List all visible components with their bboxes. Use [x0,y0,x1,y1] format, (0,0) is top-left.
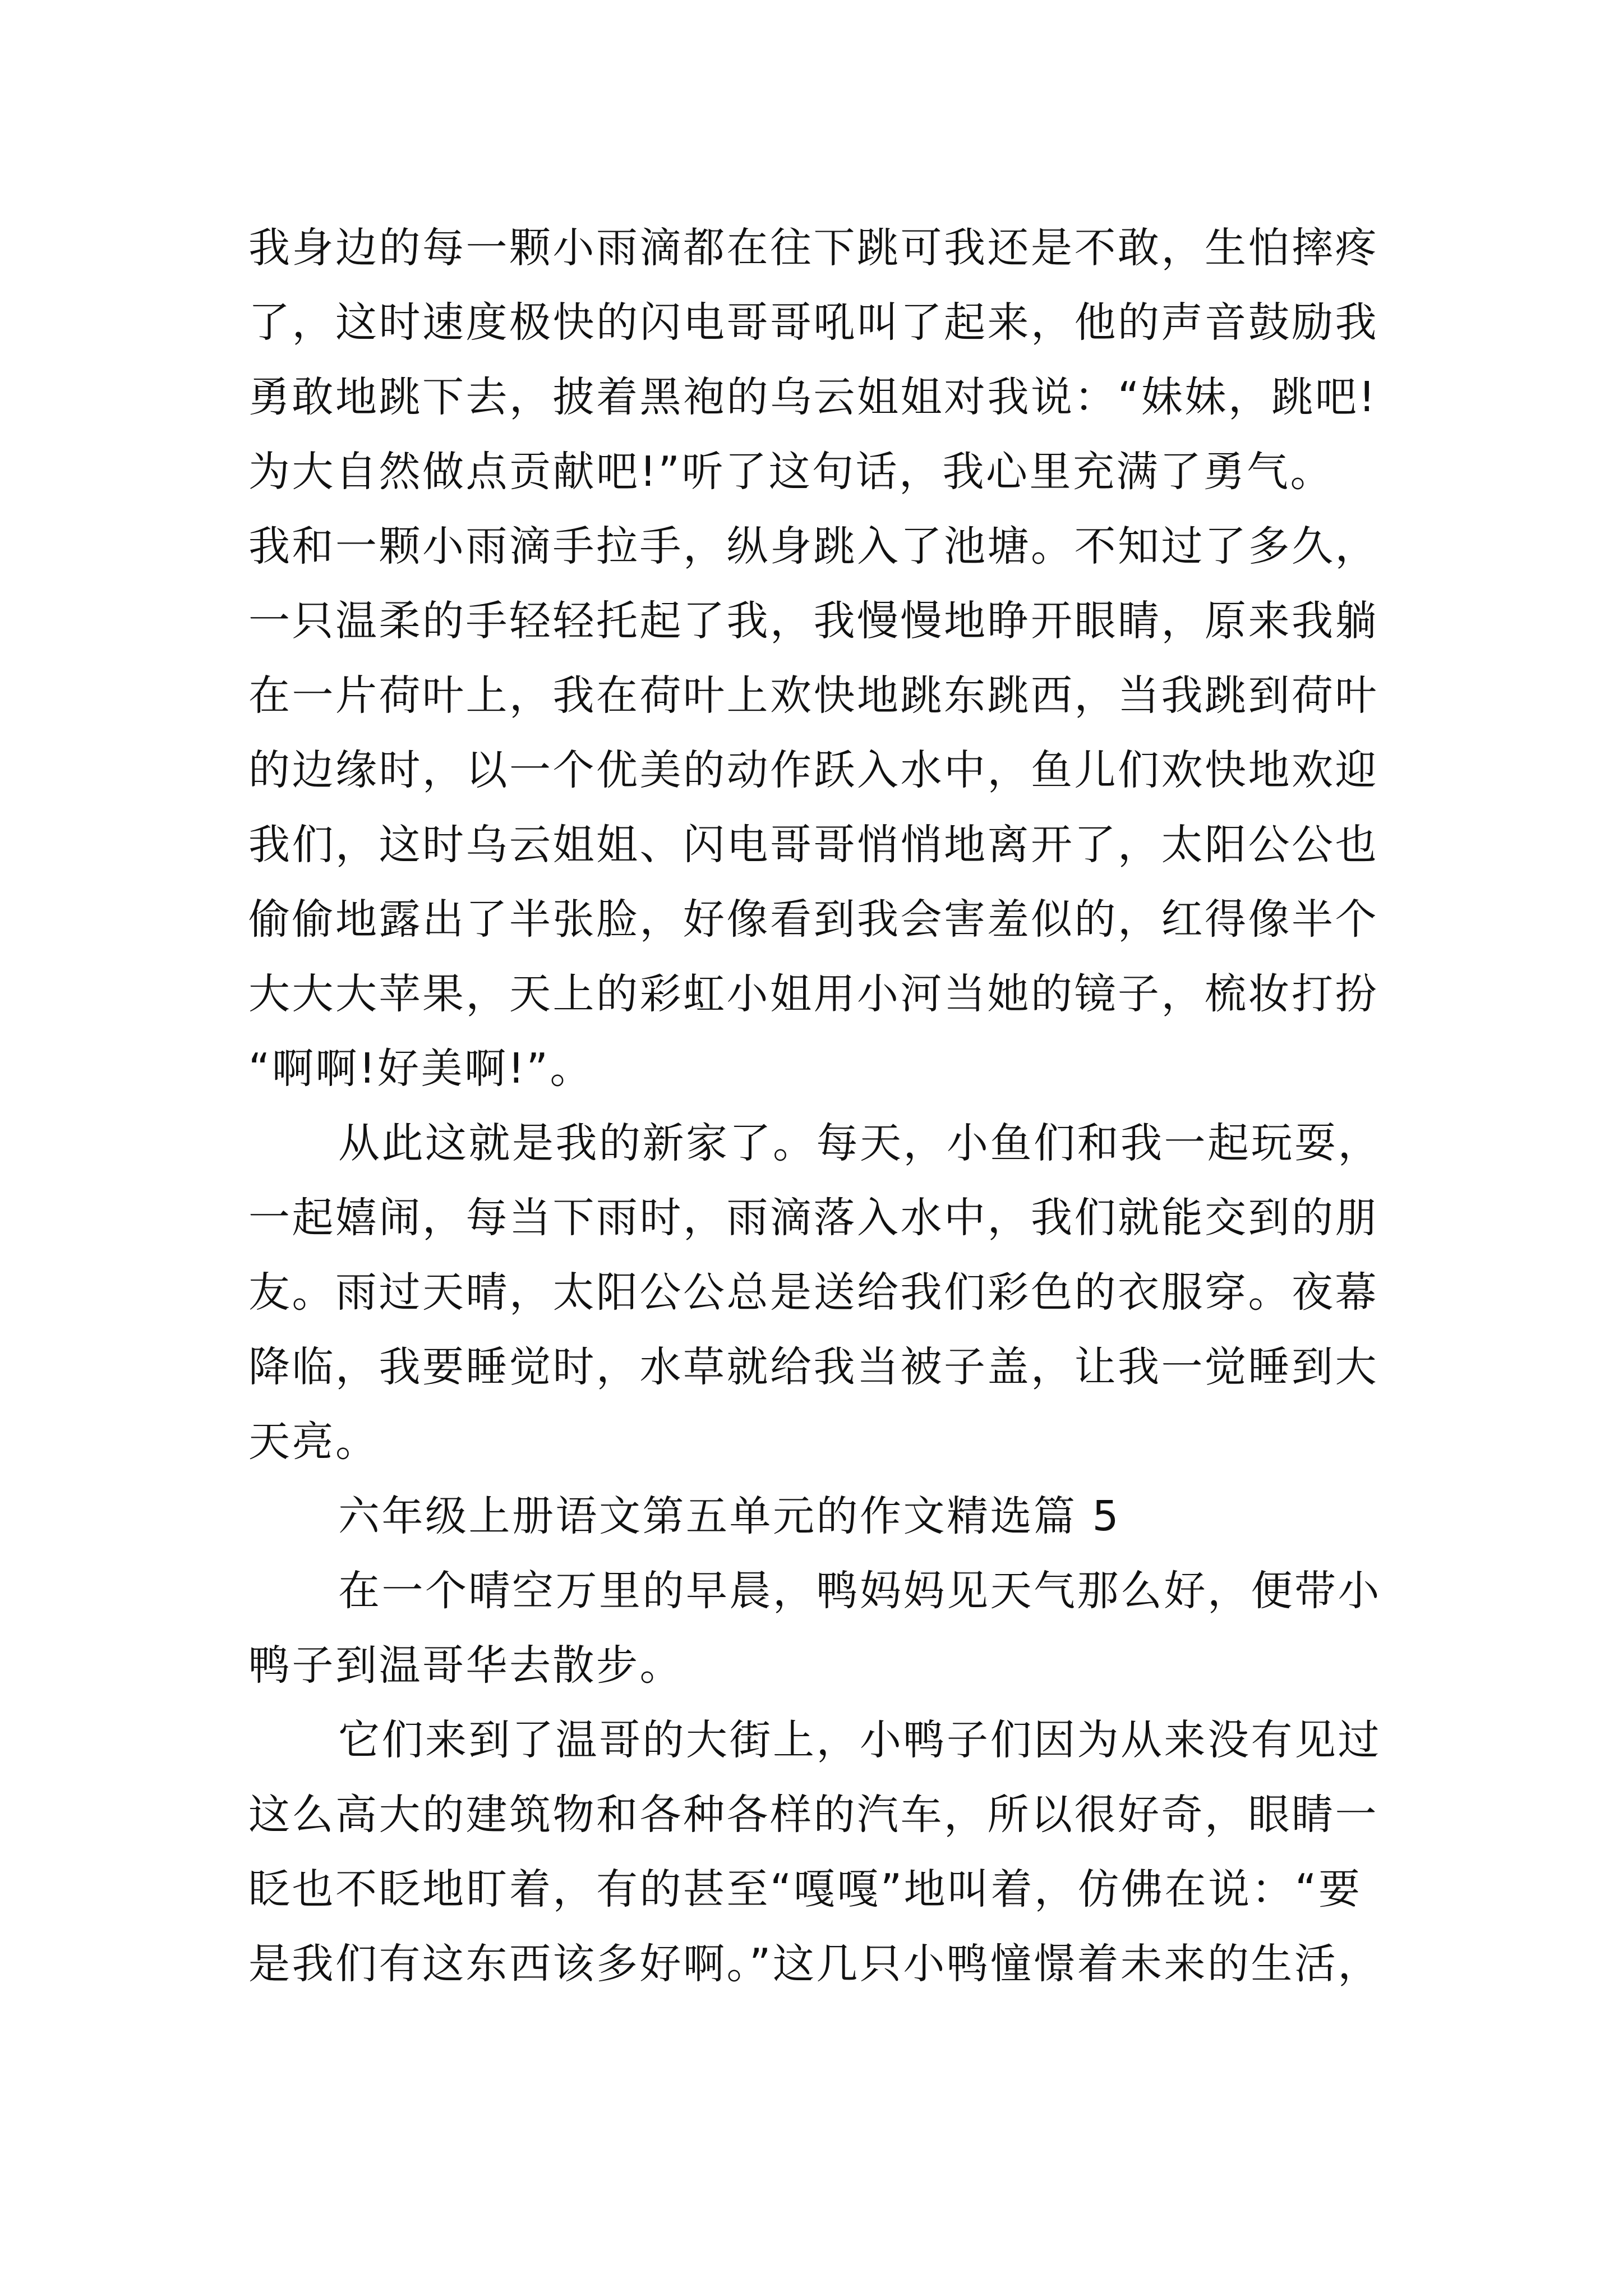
text-line: 在一片荷叶上，我在荷叶上欢快地跳东跳西，当我跳到荷叶 [248,671,1378,720]
text-line: 一起嬉闹，每当下雨时，雨滴落入水中，我们就能交到的朋 [248,1194,1378,1242]
paragraph-first-line: 从此这就是我的新家了。每天，小鱼们和我一起玩耍， [338,1119,1381,1167]
paragraph-first-line: 在一个晴空万里的早晨，鸭妈妈见天气那么好，便带小 [338,1567,1381,1615]
text-line: 我身边的每一颗小雨滴都在往下跳可我还是不敢，生怕摔疼 [248,224,1378,272]
text-line: 偷偷地露出了半张脸，好像看到我会害羞似的，红得像半个 [248,895,1378,944]
text-line: 为大自然做点贡献吧!”听了这句话，我心里充满了勇气。 [248,448,1334,496]
text-line: 降临，我要睡觉时，水草就给我当被子盖，让我一觉睡到大 [248,1343,1378,1391]
section-heading: 六年级上册语文第五单元的作文精选篇 5 [338,1492,1121,1540]
text-line: 我们，这时乌云姐姐、闪电哥哥悄悄地离开了，太阳公公也 [248,821,1378,869]
text-line: 天亮。 [248,1418,379,1466]
text-line: “啊啊!好美啊!”。 [248,1045,594,1093]
text-line: 友。雨过天晴，太阳公公总是送给我们彩色的衣服穿。夜幕 [248,1268,1378,1317]
text-line: 是我们有这东西该多好啊。”这几只小鸭憧憬着未来的生活， [248,1940,1381,1988]
text-line: 我和一颗小雨滴手拉手，纵身跳入了池塘。不知过了多久， [248,522,1378,570]
text-line: 这么高大的建筑物和各种各样的汽车，所以很好奇，眼睛一 [248,1791,1378,1839]
text-line: 一只温柔的手轻轻托起了我，我慢慢地睁开眼睛，原来我躺 [248,597,1378,645]
text-line: 的边缘时，以一个优美的动作跃入水中，鱼儿们欢快地欢迎 [248,746,1378,794]
text-line: 鸭子到温哥华去散步。 [248,1641,683,1690]
text-line: 眨也不眨地盯着，有的甚至“嘎嘎”地叫着，仿佛在说：“要 [248,1865,1362,1913]
text-line: 大大大苹果，天上的彩虹小姐用小河当她的镜子，梳妆打扮 [248,970,1378,1018]
text-line: 了，这时速度极快的闪电哥哥吼叫了起来，他的声音鼓励我 [248,298,1378,347]
paragraph-first-line: 它们来到了温哥的大街上，小鸭子们因为从来没有见过 [338,1716,1381,1764]
text-line: 勇敢地跳下去，披着黑袍的乌云姐姐对我说：“妹妹，跳吧! [248,373,1377,421]
